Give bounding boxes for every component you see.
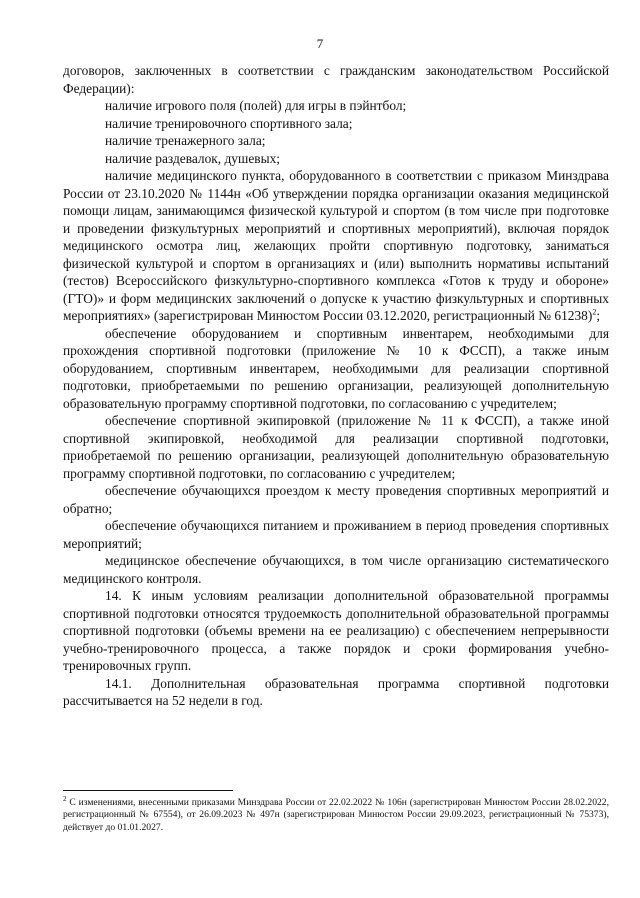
- paragraph-locker-rooms: наличие раздевалок, душевых;: [105, 150, 280, 166]
- page-number: 7: [316, 36, 324, 51]
- paragraph-gym: наличие тренажерного зала;: [105, 133, 266, 148]
- paragraph-medical-point: [63, 167, 609, 325]
- paragraph-equipment: обеспечение оборудованием и спортивным инвентарем, необходимыми для прохождения спортивной подготовки (приложение № 10 к ФССП), а также иным оборудованием, спортивным инвентарем, необходимыми для реализации спортивной подготовки, приобретаемыми по решению организации, реализующей дополнительную образовательную программу спортивной подготовки, по согласованию с учредителем;: [63, 325, 609, 411]
- footnote: [63, 794, 609, 834]
- paragraph-section-14: 14. К иным условиям реализации дополнительной образовательной программы спортивной подготовки относятся трудоемкость дополнительной образовательной программы спортивной подготовки (объемы времени на ее реализацию) с обеспечением непрерывности учебно-тренировочного процесса, а также порядок и сроки формирования учебно-тренировочных групп.: [63, 588, 609, 673]
- paragraph-meals-lodging: обеспечение обучающихся питанием и проживанием в период проведения спортивных мероприятий;: [63, 518, 609, 551]
- paragraph-section-14-1: 14.1. Дополнительная образовательная программа спортивной подготовки рассчитывается на 52 недели в год.: [63, 675, 609, 708]
- paragraph-sports-gear: обеспечение спортивной экипировкой (приложение № 11 к ФССП), а также иной спортивной экипировкой, необходимой для реализации спортивной подготовки, приобретаемой по решению организации, реализующей дополнительную образовательную программу спортивной подготовки, по согласованию с учредителем;: [63, 413, 609, 481]
- footnote-text: С изменениями, внесенными приказами Минздрава России от 22.02.2022 № 106н (зарегистрирован Минюстом России 28.02.2022, регистрационный № 67554), от 26.09.2023 № 497н (зарегистрирован Минюстом России 29.09.2023, регистрационный № 75373), действует до 01.01.2027.: [63, 797, 609, 833]
- medical-point-text: наличие медицинского пункта, оборудованного в соответствии с приказом Минздрава России от 23.10.2020 № 1144н «Об утверждении порядка организации оказания медицинской помощи лицам, занимающимся физической культурой и спортом (в том числе при подготовке и проведении физкультурных мероприятий и спортивных мероприятий), включая порядок медицинского осмотра лиц, желающих пройти спортивную подготовку, заниматься физической культурой и спортом в организациях и (или) выполнить нормативы испытаний (тестов) Всероссийского физкультурно-спортивного комплекса «Готов к труду и обороне» (ГТО)» и форм медицинских заключений о допуске к участию физкультурных и спортивных мероприятиях» (зарегистрирован Минюстом России 03.12.2020, регистрационный № 61238): [63, 168, 609, 323]
- paragraph-travel: обеспечение обучающихся проездом к месту проведения спортивных мероприятий и обратно;: [63, 483, 609, 516]
- footnote-reference-suffix: ;: [596, 308, 601, 323]
- paragraph-contracts-continuation: договоров, заключенных в соответствии с гражданским законодательством Российской Федерации):: [63, 63, 609, 96]
- paragraph-paintball-field: наличие игрового поля (полей) для игры в пэйнтбол;: [105, 98, 407, 113]
- paragraph-training-hall: наличие тренировочного спортивного зала;: [105, 115, 353, 131]
- footnote-reference: 2: [592, 307, 597, 317]
- document-body: [63, 62, 609, 710]
- paragraph-medical-support: медицинское обеспечение обучающихся, в том числе организацию систематического медицинского контроля.: [63, 553, 609, 586]
- footnote-divider: [63, 790, 233, 791]
- footnote-mark: 2: [63, 794, 67, 803]
